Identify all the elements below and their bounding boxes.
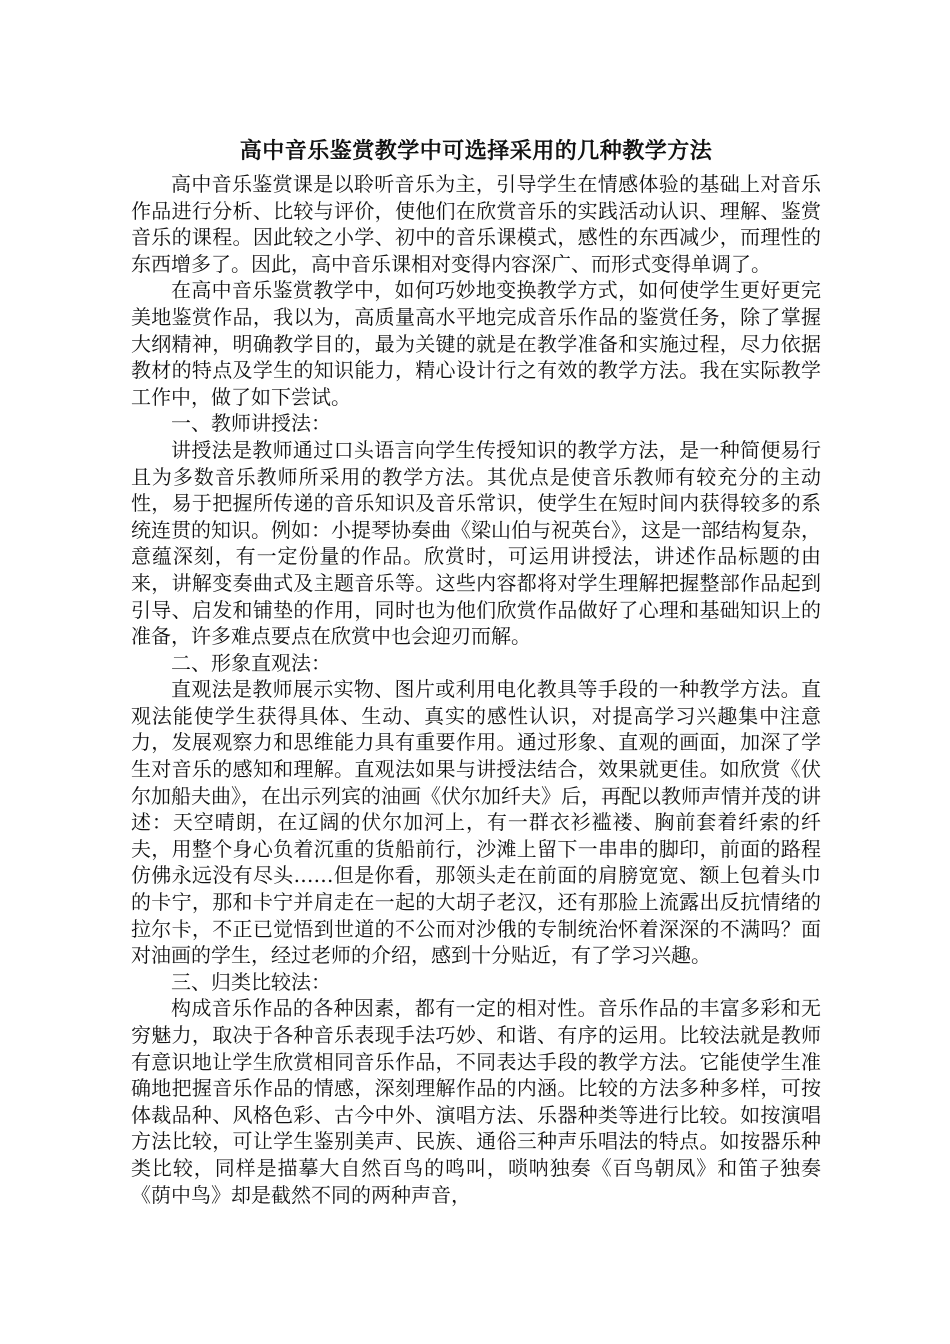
section-heading: 一、教师讲授法：: [171, 411, 331, 436]
section-paragraph: 直观法是教师展示实物、图片或利用电化教具等手段的一种教学方法。直观法能使学生获得具体、生动、真实的感性认识，对提高学习兴趣集中注意力，发展观察力和思维能力具有重要作用。通过形象、直观的画面，加深了学生对音乐的感知和理解。直观法如果与讲授法结合，效果就更佳。如欣赏《伏尔加船夫曲》，在出示列宾的油画《伏尔加纤夫》后，再配以教师声情并茂的讲述：天空晴朗，在辽阔的伏尔加河上，有一群衣衫褴褛、胸前套着纤索的纤夫，用整个身心负着沉重的货船前行，沙滩上留下一串串的脚印，前面的路程仿佛永远没有尽头……但是你看，那领头走在前面的肩膀宽宽、额上包着头巾的卡宁，那和卡宁并肩走在一起的大胡子老汉，还有那脸上流露出反抗情绪的拉尔卡，不正已觉悟到世道的不公而对沙俄的专制统治怀着深深的不满吗？面对油画的学生，经过老师的介绍，感到十分贴近，有了学习兴趣。: [131, 677, 821, 968]
intro-paragraph-1: 高中音乐鉴赏课是以聆听音乐为主，引导学生在情感体验的基础上对音乐作品进行分析、比较与评价，使他们在欣赏音乐的实践活动认识、理解、鉴赏音乐的课程。因此较之小学、初中的音乐课模式，感性的东西减少，而理性的东西增多了。因此，高中音乐课相对变得内容深广、而形式变得单调了。: [131, 172, 821, 276]
section-heading: 三、归类比较法：: [171, 969, 331, 994]
section-paragraph: 构成音乐作品的各种因素，都有一定的相对性。音乐作品的丰富多彩和无穷魅力，取决于各种音乐表现手法巧妙、和谐、有序的运用。比较法就是教师有意识地让学生欣赏相同音乐作品，不同表达手段的教学方法。它能使学生准确地把握音乐作品的情感，深刻理解作品的内涵。比较的方法多种多样，可按体裁品种、风格色彩、古今中外、演唱方法、乐器种类等进行比较。如按演唱方法比较，可让学生鉴别美声、民族、通俗三种声乐唱法的特点。如按器乐种类比较，同样是描摹大自然百鸟的鸣叫，唢呐独奏《百鸟朝凤》和笛子独奏《荫中鸟》却是截然不同的两种声音，: [131, 996, 821, 1207]
section-comparison-method: [131, 969, 821, 1208]
document-title: 高中音乐鉴赏教学中可选择采用的几种教学方法: [239, 138, 713, 164]
section-paragraph: 讲授法是教师通过口头语言向学生传授知识的教学方法，是一种简便易行且为多数音乐教师所采用的教学方法。其优点是使音乐教师有较充分的主动性，易于把握所传递的音乐知识及音乐常识，使学生在短时间内获得较多的系统连贯的知识。例如：小提琴协奏曲《梁山伯与祝英台》，这是一部结构复杂，意蕴深刻，有一定份量的作品。欣赏时，可运用讲授法，讲述作品标题的由来，讲解变奏曲式及主题音乐等。这些内容都将对学生理解把握整部作品起到引导、启发和铺垫的作用，同时也为他们欣赏作品做好了心理和基础知识上的准备，许多难点要点在欣赏中也会迎刃而解。: [131, 437, 821, 649]
section-visual-method: [131, 650, 821, 969]
intro-paragraph-2: 在高中音乐鉴赏教学中，如何巧妙地变换教学方式，如何使学生更好更完美地鉴赏作品，我以为，高质量高水平地完成音乐作品的鉴赏任务，除了掌握大纲精神，明确教学目的，最为关键的就是在教学准备和实施过程，尽力依据教材的特点及学生的知识能力，精心设计行之有效的教学方法。我在实际教学工作中，做了如下尝试。: [131, 278, 821, 409]
section-lecture-method: [131, 410, 821, 649]
section-heading: 二、形象直观法：: [171, 650, 331, 675]
document-page: [131, 134, 821, 1208]
